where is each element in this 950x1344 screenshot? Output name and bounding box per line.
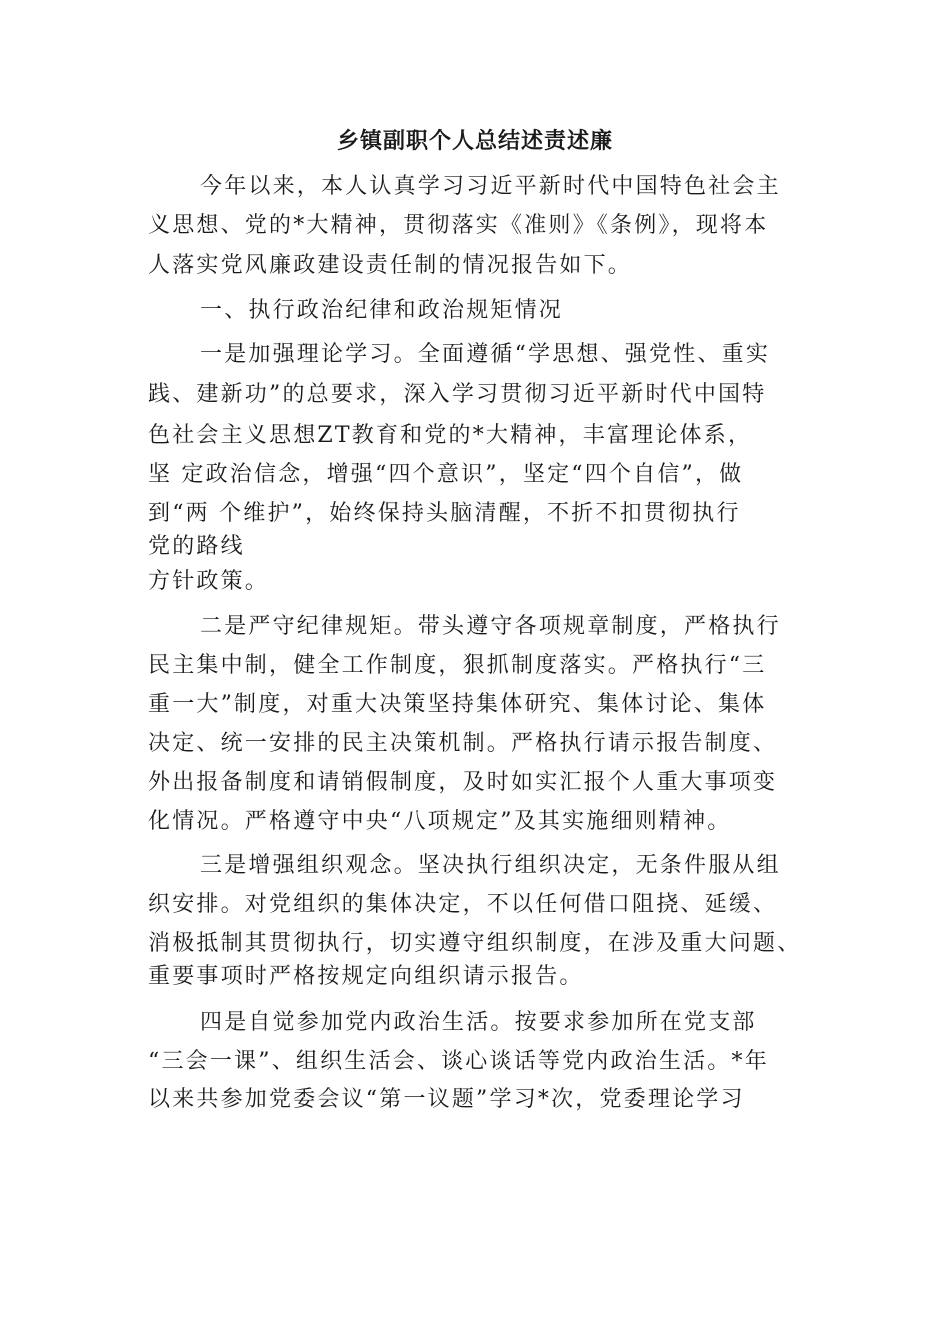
text-line: 化情况。严格遵守中央“八项规定”及其实施细则精神。 <box>148 809 732 834</box>
document-title: 乡镇副职个人总结述责述廉 <box>336 128 613 154</box>
text-line: 到“两 个维护”，始终保持头脑清醒，不折不扣贯彻执行 <box>148 501 741 526</box>
text-line: 外出报备制度和请销假制度，及时如实汇报个人重大事项变 <box>148 770 778 795</box>
text-line: 践、建新功”的总要求，深入学习贯彻习近平新时代中国特 <box>148 382 767 407</box>
text-line: 消极抵制其贯彻执行，切实遵守组织制度，在涉及重大问题、 <box>148 931 802 956</box>
text-line: 三是增强组织观念。坚决执行组织决定，无条件服从组 <box>200 853 781 878</box>
text-line: 织安排。对党组织的集体决定，不以任何借口阻挠、延缓、 <box>148 892 778 917</box>
text-line: 以来共参加党委会议“第一议题”学习*次，党委理论学习 <box>148 1087 745 1112</box>
text-line: 四是自觉参加党内政治生活。按要求参加所在党支部 <box>200 1010 757 1035</box>
text-line: 义思想、党的*大精神，贯彻落实《准则》《条例》，现将本 <box>148 213 769 238</box>
text-line: 重一大”制度，对重大决策坚持集体研究、集体讨论、集体 <box>148 692 767 717</box>
text-line: 坚 定政治信念，增强“四个意识”，坚定“四个自信”，做 <box>148 462 744 487</box>
text-line: 重要事项时严格按规定向组织请示报告。 <box>148 964 584 989</box>
text-line: 今年以来，本人认真学习习近平新时代中国特色社会主 <box>200 174 781 199</box>
text-line: 二是严守纪律规矩。带头遵守各项规章制度，严格执行 <box>200 614 781 639</box>
text-line: 党的路线 <box>148 534 245 559</box>
text-line: 方针政策。 <box>148 569 270 594</box>
text-line: 决定、统一安排的民主决策机制。严格执行请示报告制度、 <box>148 731 778 756</box>
text-line: 人落实党风廉政建设责任制的情况报告如下。 <box>148 253 633 278</box>
text-line: 一是加强理论学习。全面遵循“学思想、强党性、重实 <box>200 342 771 367</box>
text-line: 色社会主义思想ZT教育和党的*大精神，丰富理论体系， <box>148 423 753 448</box>
text-line: “三会一课”、组织生活会、谈心谈话等党内政治生活。*年 <box>148 1049 769 1074</box>
text-line: 民主集中制，健全工作制度，狠抓制度落实。严格执行“三 <box>148 653 767 678</box>
section-heading: 一、执行政治纪律和政治规矩情况 <box>200 298 564 323</box>
